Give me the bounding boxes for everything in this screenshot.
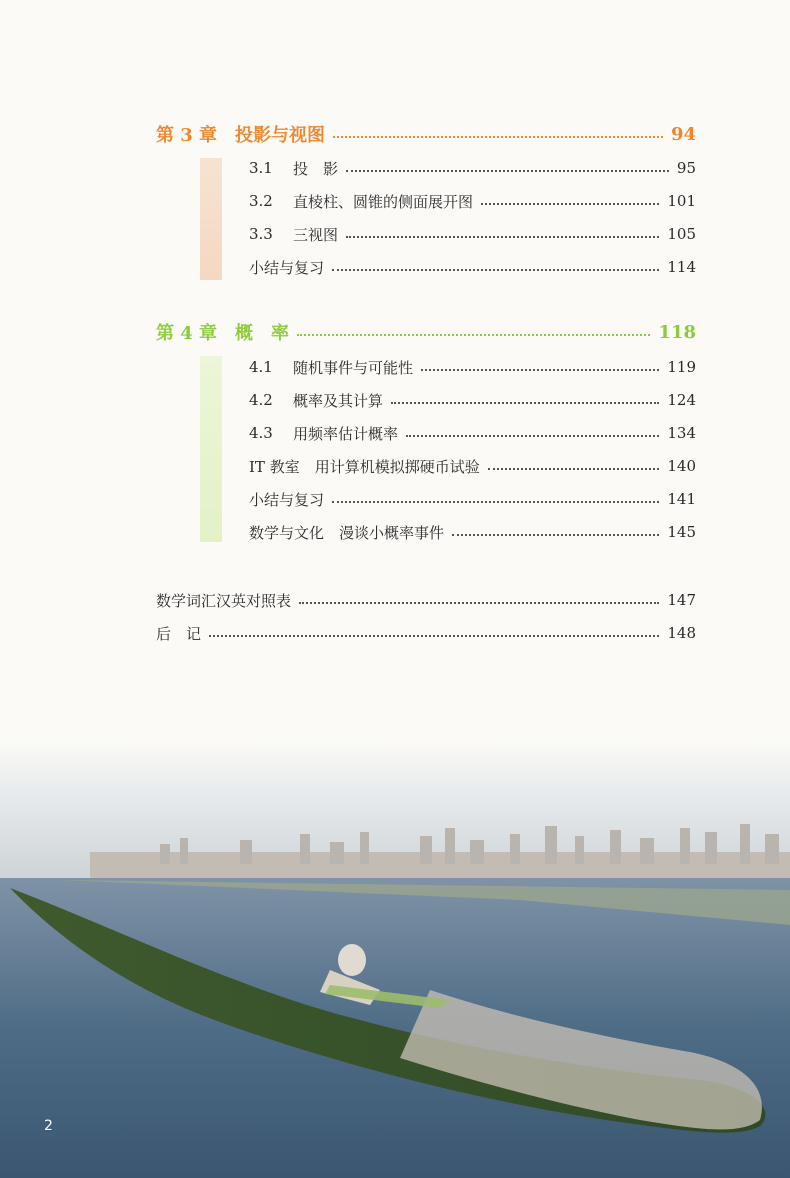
entry-number: 4.2 [249, 391, 273, 409]
entry-title: 用频率估计概率 [293, 424, 399, 443]
entry-title: 三视图 [293, 225, 339, 244]
chapter-page: 118 [658, 321, 696, 343]
leader-dots [391, 402, 659, 404]
leader-dots [209, 635, 659, 637]
entry-page: 148 [667, 624, 696, 642]
entry-page: 147 [667, 591, 696, 609]
entry-title: 投 影 [293, 159, 339, 178]
entry-number: 4.3 [249, 424, 273, 442]
toc-entry[interactable] [249, 223, 696, 245]
entry-page: 114 [667, 258, 696, 276]
page-number: 2 [44, 1118, 53, 1134]
chapter-4-heading[interactable] [156, 319, 696, 345]
entry-page: 95 [676, 159, 696, 177]
aerial-island-photo [0, 740, 790, 1178]
entry-page: 145 [667, 523, 696, 541]
toc-entry[interactable] [249, 356, 696, 378]
entry-number: 3.2 [249, 192, 273, 210]
leader-dots [297, 334, 650, 336]
toc-appendix-entry[interactable] [156, 622, 696, 644]
entry-number: 4.1 [249, 358, 273, 376]
chapter-title: 第 3 章 投影与视图 [156, 125, 326, 146]
entry-page: 134 [667, 424, 696, 442]
chapter-title: 第 4 章 概 率 [156, 323, 290, 344]
chapter-page: 94 [670, 123, 696, 145]
entry-title: 小结与复习 [249, 490, 325, 509]
leader-dots [452, 534, 659, 536]
toc-entry[interactable] [249, 422, 696, 444]
entry-title: 数学与文化 漫谈小概率事件 [249, 523, 445, 542]
leader-dots [421, 369, 659, 371]
entry-title: 随机事件与可能性 [293, 358, 414, 377]
toc-entry[interactable] [249, 190, 696, 212]
toc-entry[interactable] [249, 455, 696, 477]
leader-dots [481, 203, 659, 205]
entry-page: 119 [667, 358, 696, 376]
leader-dots [346, 236, 659, 238]
entry-number: 3.1 [249, 159, 273, 177]
entry-title: 概率及其计算 [293, 391, 384, 410]
entry-title: 直棱柱、圆锥的侧面展开图 [293, 192, 474, 211]
leader-dots [299, 602, 659, 604]
chapter-4-decor-bar [200, 356, 222, 542]
leader-dots [406, 435, 659, 437]
leader-dots [346, 170, 669, 172]
entry-number: 3.3 [249, 225, 273, 243]
toc-entry[interactable] [249, 521, 696, 543]
entry-page: 124 [667, 391, 696, 409]
entry-page: 141 [667, 490, 696, 508]
entry-page: 140 [667, 457, 696, 475]
toc-entry[interactable] [249, 389, 696, 411]
toc-entry[interactable] [249, 488, 696, 510]
toc-entry[interactable] [249, 157, 696, 179]
leader-dots [333, 136, 663, 138]
entry-title: 后 记 [156, 624, 202, 643]
entry-title: 小结与复习 [249, 258, 325, 277]
entry-page: 101 [667, 192, 696, 210]
leader-dots [332, 269, 659, 271]
entry-title: 数学词汇汉英对照表 [156, 591, 292, 610]
toc-entry[interactable] [249, 256, 696, 278]
entry-title: IT 教室 用计算机模拟掷硬币试验 [249, 457, 480, 476]
chapter-3-heading[interactable] [156, 121, 696, 147]
leader-dots [332, 501, 659, 503]
toc-appendix-entry[interactable] [156, 589, 696, 611]
leader-dots [488, 468, 660, 470]
entry-page: 105 [667, 225, 696, 243]
chapter-3-decor-bar [200, 158, 222, 280]
